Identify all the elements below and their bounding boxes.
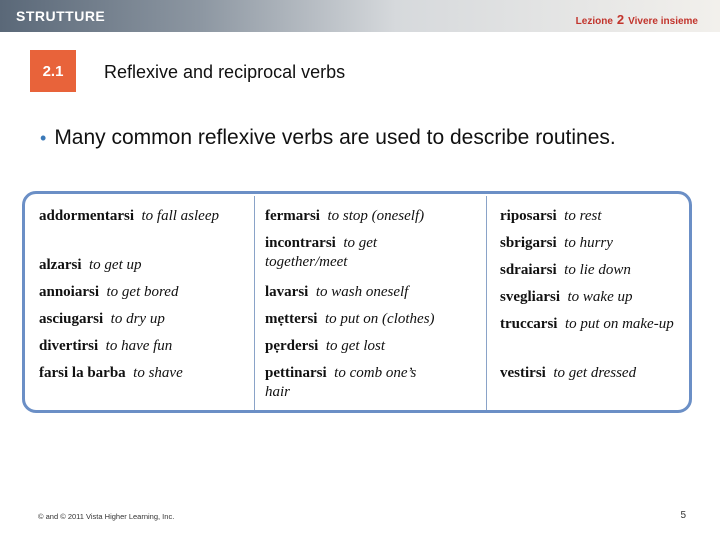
verb-meaning: to put on (clothes) — [324, 311, 435, 327]
verb-meaning: to hurry — [564, 235, 613, 251]
section-number-badge: 2.1 — [30, 50, 76, 92]
verb-entry — [500, 364, 636, 383]
verb-entry — [39, 364, 183, 383]
verb-meaning: to wake up — [567, 289, 633, 305]
verb-entry — [265, 310, 435, 329]
verb-meaning: to lie down — [564, 262, 631, 278]
page-number: 5 — [680, 510, 686, 521]
verb-meaning: to stop (oneself) — [327, 208, 425, 224]
verb-entry — [39, 337, 172, 356]
verb-word: lavarsi — [265, 284, 309, 300]
banner-lesson-label — [576, 12, 698, 27]
verb-entry — [265, 283, 408, 302]
verb-entry — [39, 207, 219, 226]
bullet-text: Many common reflexive verbs are used to describe routines. — [54, 126, 616, 149]
verb-entry — [39, 256, 142, 275]
verb-word: mẹttersi — [265, 311, 318, 327]
lesson-title: Vivere insieme — [628, 16, 698, 27]
verb-word: riposarsi — [500, 208, 557, 224]
column-divider — [486, 196, 487, 410]
verb-word: annoiarsi — [39, 284, 100, 300]
verb-entry — [265, 364, 435, 402]
verb-entry — [500, 288, 633, 307]
lesson-word: Lezione — [575, 16, 613, 27]
verb-meaning: to rest — [564, 208, 602, 224]
verb-meaning: to put on make-up — [564, 316, 674, 332]
verb-word: fermarsi — [265, 208, 320, 224]
copyright-notice: © and © 2011 Vista Higher Learning, Inc. — [38, 512, 175, 521]
verb-entry — [265, 337, 385, 356]
verb-word: truccarsi — [500, 316, 558, 332]
verb-table — [22, 191, 692, 413]
verb-entry — [265, 234, 435, 272]
banner-strutture-label: STRUTTURE — [16, 8, 106, 24]
verb-entry — [500, 315, 690, 334]
verb-meaning: to get together/meet — [265, 235, 378, 270]
verb-meaning: to comb one’s hair — [265, 365, 417, 400]
verb-meaning: to dry up — [110, 311, 165, 327]
bullet-point — [40, 126, 616, 150]
verb-entry — [39, 310, 165, 329]
verb-meaning: to shave — [133, 365, 183, 381]
verb-word: addormentarsi — [39, 208, 134, 224]
top-banner — [0, 0, 720, 32]
verb-word: svegliarsi — [500, 289, 560, 305]
verb-word: alzarsi — [39, 257, 82, 273]
verb-meaning: to get lost — [325, 338, 385, 354]
verb-entry — [500, 234, 613, 253]
lesson-number: 2 — [616, 12, 625, 27]
verb-word: pettinarsi — [265, 365, 327, 381]
verb-word: asciugarsi — [39, 311, 104, 327]
column-divider — [254, 196, 255, 410]
verb-word: vestirsi — [500, 365, 546, 381]
verb-meaning: to have fun — [105, 338, 173, 354]
verb-meaning: to get bored — [106, 284, 179, 300]
verb-meaning: to fall asleep — [141, 208, 219, 224]
verb-entry — [39, 283, 178, 302]
section-title: Reflexive and reciprocal verbs — [104, 62, 346, 82]
verb-word: divertirsi — [39, 338, 99, 354]
verb-meaning: to wash oneself — [315, 284, 409, 300]
verb-word: sdraiarsi — [500, 262, 557, 278]
verb-meaning: to get up — [89, 257, 142, 273]
verb-word: pẹrdersi — [265, 338, 319, 354]
bullet-icon: • — [40, 128, 47, 148]
verb-word: incontrarsi — [265, 235, 336, 251]
verb-word: sbrigarsi — [500, 235, 557, 251]
verb-word: farsi la barba — [39, 365, 126, 381]
verb-meaning: to get dressed — [553, 365, 637, 381]
verb-entry — [265, 207, 424, 226]
verb-entry — [500, 261, 631, 280]
verb-entry — [500, 207, 602, 226]
